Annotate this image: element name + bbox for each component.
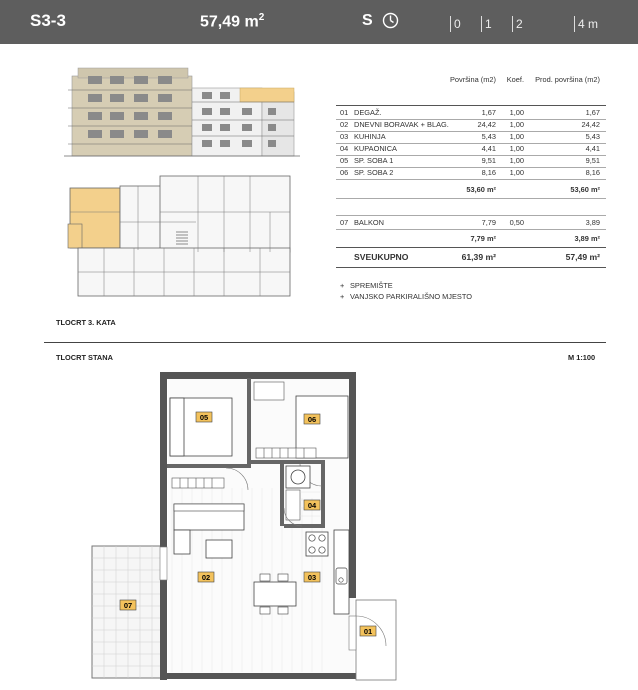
room-number: 05 [340, 156, 349, 165]
table-rule [336, 267, 606, 268]
apartment-code: S3-3 [30, 11, 66, 30]
extra-storage: SPREMIŠTE [350, 281, 393, 290]
room-coef: 0,50 [509, 218, 524, 227]
room-number: 04 [340, 144, 349, 153]
balcony-door [160, 547, 167, 580]
tag-label: 07 [123, 601, 133, 610]
tag-label: 04 [307, 501, 317, 510]
room-name: KUHINJA [354, 132, 386, 141]
room-coef: 1,00 [509, 132, 524, 141]
room-name: BALKON [354, 218, 384, 227]
interior-subtotal-area: 53,60 m² [466, 185, 496, 194]
room-name: DNEVNI BORAVAK + BLAG. [354, 120, 449, 129]
sofa-chaise [174, 530, 190, 554]
apartment-area [200, 12, 264, 31]
plan-label: TLOCRT STANA [56, 353, 113, 362]
wardrobe-1 [172, 478, 224, 488]
balcony-subtotal-net: 3,89 m² [574, 234, 600, 243]
room-number: 07 [340, 218, 349, 227]
room-coef: 1,00 [509, 144, 524, 153]
section-divider [44, 342, 606, 343]
table-rule [336, 179, 606, 180]
room-area: 24,42 [477, 120, 496, 129]
room-number: 03 [340, 132, 349, 141]
plan-scale: M 1:100 [568, 353, 596, 362]
table-rule [336, 105, 606, 106]
room-net: 3,89 [585, 218, 600, 227]
balcony-subtotal-area: 7,79 m² [470, 234, 496, 243]
extra-parking: VANJSKO PARKIRALIŠNO MJESTO [350, 292, 472, 301]
room-name: DEGAŽ. [354, 108, 382, 117]
interior-subtotal-net: 53,60 m² [570, 185, 600, 194]
wardrobe-2 [256, 448, 316, 458]
room-tag-05 [196, 412, 212, 422]
table-row [336, 132, 606, 142]
grand-total-area: 61,39 m² [461, 252, 496, 262]
room-name: KUPAONICA [354, 144, 397, 153]
grand-total-net: 57,49 m² [565, 252, 600, 262]
room-number: 06 [340, 168, 349, 177]
room-name: SP. SOBA 1 [354, 156, 394, 165]
room-tag-04 [304, 500, 320, 510]
room-tag-06 [304, 414, 320, 424]
washing-machine [286, 466, 310, 488]
room-number: 01 [340, 108, 349, 117]
balcony-area [92, 546, 162, 678]
col-header-coef: Koef. [506, 75, 524, 84]
room-tag-07 [120, 600, 136, 610]
scale-mark-2: 2 [512, 16, 523, 32]
bullet-plus: + [340, 281, 345, 290]
room-net: 8,16 [585, 168, 600, 177]
floor-key-plan [64, 172, 300, 300]
room-area: 7,79 [481, 218, 496, 227]
cooktop [306, 532, 328, 556]
table-rule [336, 229, 606, 230]
interior-subtotal-row [336, 185, 606, 195]
tag-label: 06 [307, 415, 317, 424]
area-unit-superscript: 2 [258, 12, 265, 23]
table-rule [336, 247, 606, 248]
table-row [336, 156, 606, 166]
balcony-row [336, 218, 606, 228]
tag-label: 02 [201, 573, 211, 582]
orientation-label: S [362, 12, 373, 29]
balcony-subtotal-row [336, 234, 606, 244]
room-number: 02 [340, 120, 349, 129]
room-area: 1,67 [481, 108, 496, 117]
room-net: 1,67 [585, 108, 600, 117]
tag-label: 03 [307, 573, 317, 582]
room-net: 4,41 [585, 144, 600, 153]
table-row [336, 168, 606, 178]
table-row [336, 108, 606, 118]
apartment-area-value: 57,49 m [200, 13, 259, 31]
room-tag-01 [360, 626, 376, 636]
room-net: 9,51 [585, 156, 600, 165]
desk [254, 382, 284, 400]
dining-table [254, 582, 296, 606]
compass-clock-icon [382, 12, 399, 29]
sofa-back [174, 504, 244, 511]
scale-mark-0: 0 [450, 16, 461, 32]
col-header-net: Prod. površina (m2) [535, 75, 600, 84]
list-item [340, 291, 472, 302]
table-rule [336, 198, 606, 199]
entrance-door [349, 616, 356, 650]
room-net: 24,42 [581, 120, 600, 129]
header-bar [0, 0, 638, 44]
kitchen-sink [336, 568, 347, 584]
room-net: 5,43 [585, 132, 600, 141]
room-area: 5,43 [481, 132, 496, 141]
room-area: 9,51 [481, 156, 496, 165]
bathtub [286, 490, 300, 520]
area-table-header [336, 75, 606, 85]
table-row [336, 144, 606, 154]
bed-pillow [170, 398, 184, 456]
room-tag-02 [198, 572, 214, 582]
extras-list [340, 280, 472, 302]
table-row [336, 120, 606, 130]
grand-total-row [336, 252, 606, 264]
grand-total-label: SVEUKUPNO [354, 252, 409, 262]
tag-label: 01 [363, 627, 373, 636]
building-elevation [64, 62, 300, 158]
table-rule [336, 215, 606, 216]
room-name: SP. SOBA 2 [354, 168, 394, 177]
bullet-plus: + [340, 292, 345, 301]
scale-mark-1: 1 [481, 16, 492, 32]
room-coef: 1,00 [509, 108, 524, 117]
scale-mark-4m: 4 m [574, 16, 598, 32]
list-item [340, 280, 472, 291]
tag-label: 05 [199, 413, 209, 422]
floor-label: TLOCRT 3. KATA [56, 318, 116, 327]
room-coef: 1,00 [509, 120, 524, 129]
room-coef: 1,00 [509, 156, 524, 165]
entrance-hall-outline [356, 600, 396, 680]
coffee-table [206, 540, 232, 558]
room-tag-03 [304, 572, 320, 582]
room-area: 4,41 [481, 144, 496, 153]
apartment-floor-plan [88, 368, 408, 683]
room-coef: 1,00 [509, 168, 524, 177]
room-area: 8,16 [481, 168, 496, 177]
col-header-area: Površina (m2) [450, 75, 496, 84]
